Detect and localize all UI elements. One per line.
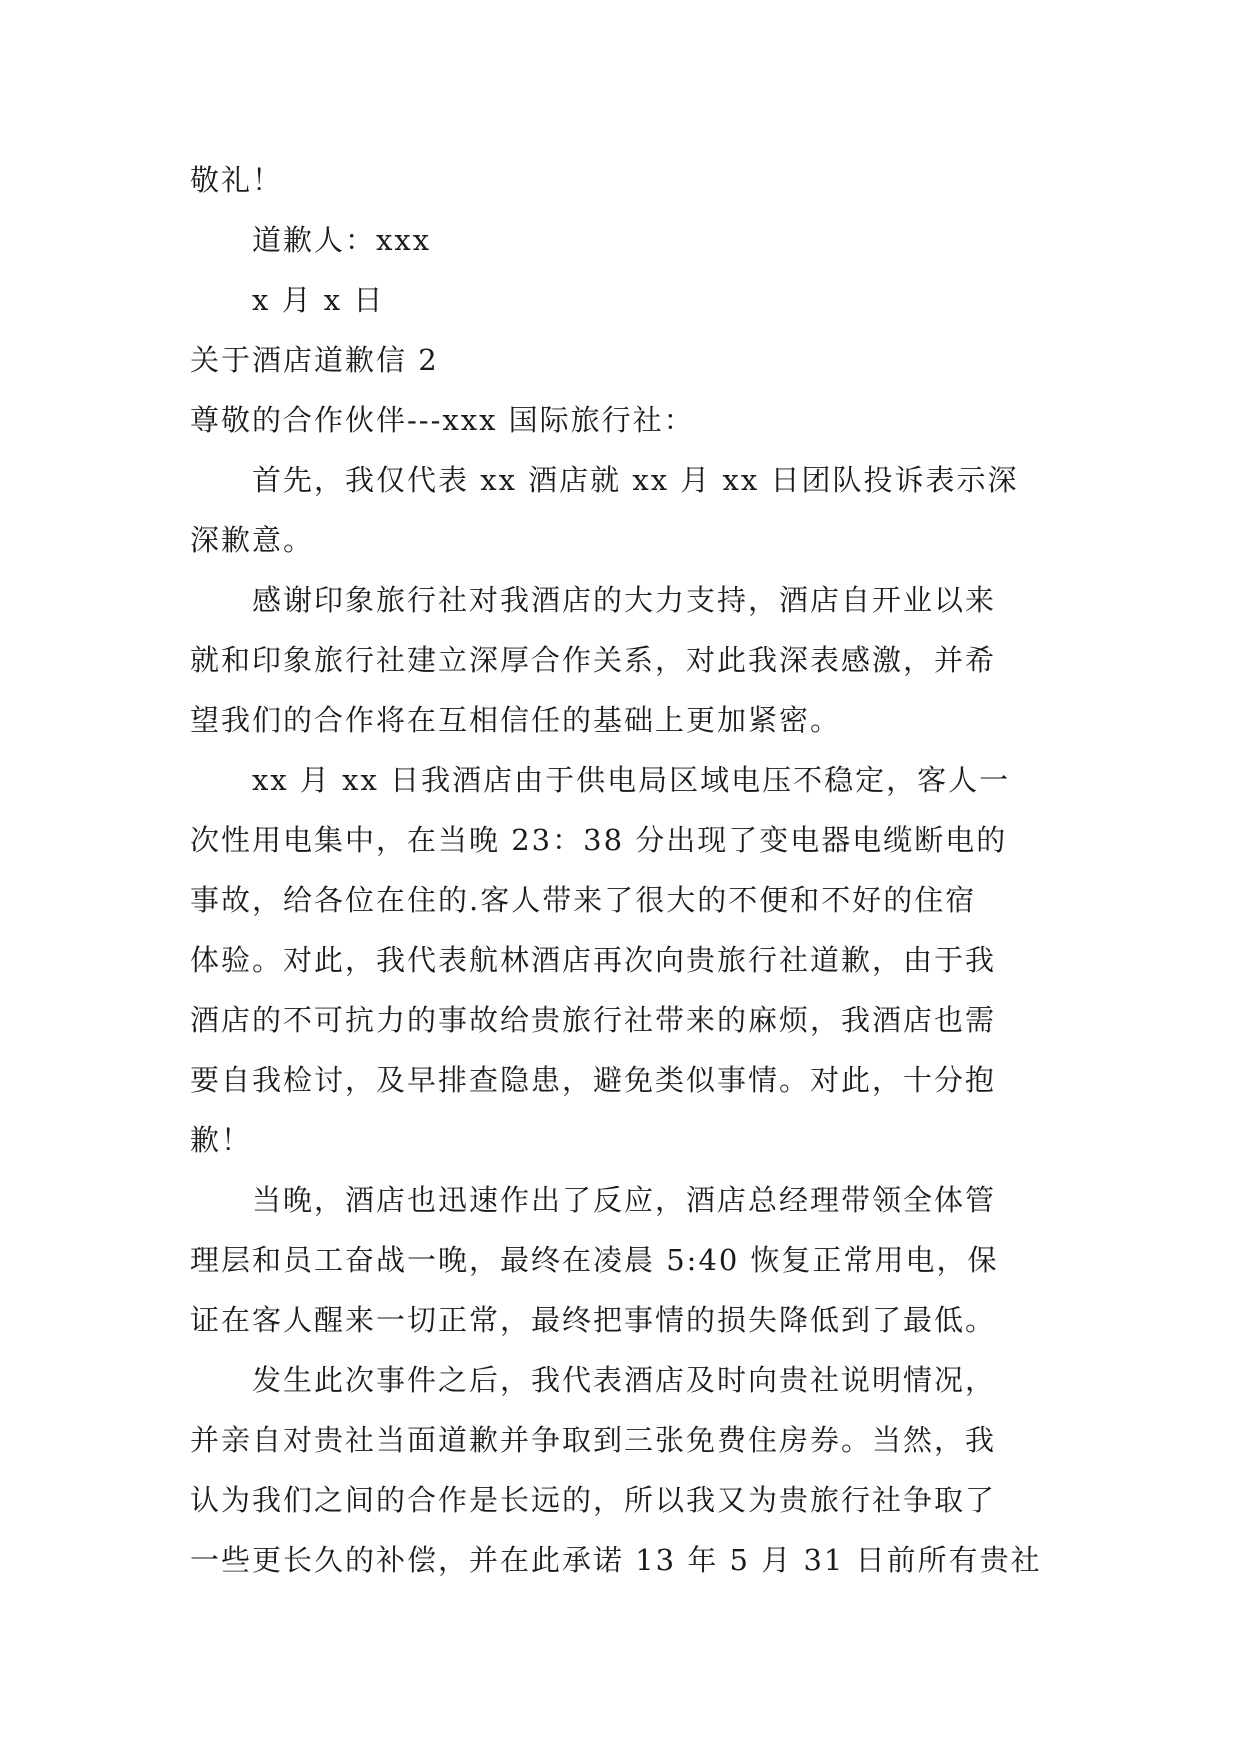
paragraph-line: 歉！ <box>190 1123 253 1157</box>
date-line: x 月 x 日 <box>252 283 385 317</box>
paragraph-line: 一些更长久的补偿，并在此承诺 13 年 5 月 31 日前所有贵社 <box>190 1543 1042 1577</box>
paragraph-line: 证在客人醒来一切正常，最终把事情的损失降低到了最低。 <box>190 1303 997 1337</box>
paragraph-line: 要自我检讨，及早排查隐患，避免类似事情。对此，十分抱 <box>190 1063 997 1097</box>
paragraph-line: 感谢印象旅行社对我酒店的大力支持，酒店自开业以来 <box>252 583 997 617</box>
signer-line: 道歉人：xxx <box>252 223 432 257</box>
paragraph-line: 理层和员工奋战一晚，最终在凌晨 5:40 恢复正常用电，保 <box>190 1243 999 1277</box>
letter-greeting: 尊敬的合作伙伴---xxx 国际旅行社： <box>190 403 695 437</box>
paragraph-line: 事故，给各位在住的.客人带来了很大的不便和不好的住宿 <box>190 883 977 917</box>
paragraph-line: 首先，我仅代表 xx 酒店就 xx 月 xx 日团队投诉表示深 <box>252 463 1019 497</box>
document-page <box>190 150 1060 1590</box>
paragraph-line: 认为我们之间的合作是长远的，所以我又为贵旅行社争取了 <box>190 1483 997 1517</box>
paragraph-line: 酒店的不可抗力的事故给贵旅行社带来的麻烦，我酒店也需 <box>190 1003 997 1037</box>
paragraph-line: xx 月 xx 日我酒店由于供电局区域电压不稳定，客人一 <box>252 763 1011 797</box>
paragraph-line: 望我们的合作将在互相信任的基础上更加紧密。 <box>190 703 842 737</box>
letter-title: 关于酒店道歉信 2 <box>190 343 439 377</box>
paragraph-line: 发生此次事件之后，我代表酒店及时向贵社说明情况， <box>252 1363 997 1397</box>
letter-body <box>190 450 1060 1590</box>
paragraph-line: 次性用电集中，在当晚 23：38 分出现了变电器电缆断电的 <box>190 823 1008 857</box>
paragraph-line: 当晚，酒店也迅速作出了反应，酒店总经理带领全体管 <box>252 1183 997 1217</box>
paragraph-line: 深歉意。 <box>190 523 315 557</box>
closing-salute: 敬礼！ <box>190 163 284 197</box>
paragraph-line: 并亲自对贵社当面道歉并争取到三张免费住房券。当然，我 <box>190 1423 997 1457</box>
paragraph-line: 体验。对此，我代表航林酒店再次向贵旅行社道歉，由于我 <box>190 943 997 977</box>
paragraph-line: 就和印象旅行社建立深厚合作关系，对此我深表感激，并希 <box>190 643 997 677</box>
